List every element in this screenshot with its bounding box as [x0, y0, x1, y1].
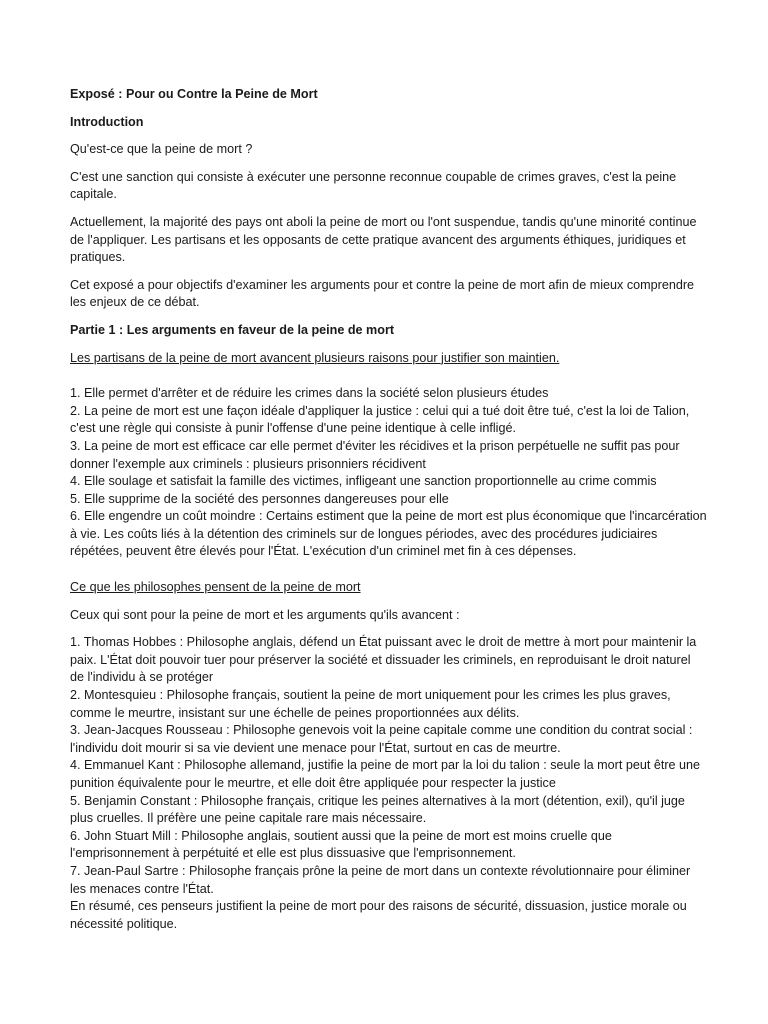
list-item: 6. Elle engendre un coût moindre : Certains estiment que la peine de mort est plus économique que l'incarcération à vie. Les coûts liés à la détention des criminels sur de longues périodes, avec des procédures judiciaires répétées, peuvent être élevés pour l'État. L'exécution d'un criminel met fin à ces dépenses.: [70, 509, 707, 559]
list-item: 4. Emmanuel Kant : Philosophe allemand, justifie la peine de mort par la loi du talion : seule la mort peut être une punition équivalente pour le meurtre, et elle doit être appliquée pour respecter la justice: [70, 758, 701, 790]
intro-question: Qu'est-ce que la peine de mort ?: [70, 142, 253, 157]
philosophers-heading: Ce que les philosophes pensent de la peine de mort: [70, 580, 361, 595]
intro-paragraph-3: Cet exposé a pour objectifs d'examiner les arguments pour et contre la peine de mort afin de mieux comprendre les enjeux de ce débat.: [70, 277, 695, 310]
philosophers-intro: Ceux qui sont pour la peine de mort et les arguments qu'ils avancent :: [70, 607, 460, 622]
list-item: 5. Elle supprime de la société des personnes dangereuses pour elle: [70, 491, 449, 506]
document-title: Exposé : Pour ou Contre la Peine de Mort: [70, 87, 318, 101]
list-item: 1. Thomas Hobbes : Philosophe anglais, défend un État puissant avec le droit de mettre à mort pour maintenir la paix. L'État doit pouvoir tuer pour préserver la société et dissuader les criminels, en reproduisant le droit naturel de l'individu à se protéger: [70, 635, 697, 685]
part1-subheading: Les partisans de la peine de mort avancent plusieurs raisons pour justifier son maintien.: [70, 350, 560, 365]
philosophers-list: [70, 634, 708, 933]
list-item: 3. Jean-Jacques Rousseau : Philosophe genevois voit la peine capitale comme une condition du contrat social : l'individu doit mourir si sa vie devient une menace pour l'État, surtout en cas de meurtre.: [70, 723, 693, 755]
list-item: 1. Elle permet d'arrêter et de réduire les crimes dans la société selon plusieurs études: [70, 386, 549, 401]
list-item: 5. Benjamin Constant : Philosophe français, critique les peines alternatives à la mort (détention, exil), qu'il juge plus cruelles. Il préfère une peine capitale rare mais nécessaire.: [70, 793, 685, 826]
list-item: 3. La peine de mort est efficace car elle permet d'éviter les récidives et la prison perpétuelle ne suffit pas pour donner l'exemple aux criminels : plusieurs prisonniers récidivent: [70, 438, 680, 471]
intro-heading: Introduction: [70, 114, 144, 129]
list-item: 2. La peine de mort est une façon idéale d'appliquer la justice : celui qui a tué doit être tué, c'est la loi de Talion, c'est une règle qui consiste à punir l'offense d'une peine identique à celle infligé.: [70, 403, 690, 436]
intro-paragraph-2: Actuellement, la majorité des pays ont aboli la peine de mort ou l'ont suspendue, tandis qu'une minorité continue de l'appliquer. Les partisans et les opposants de cette pratique avancent des arguments éthiques, juridiques et pratiques.: [70, 214, 697, 265]
intro-paragraph-1: C'est une sanction qui consiste à exécuter une personne reconnue coupable de crimes graves, c'est la peine capitale.: [70, 169, 677, 202]
philosophers-summary: En résumé, ces penseurs justifient la peine de mort pour des raisons de sécurité, dissuasion, justice morale ou nécessité politique.: [70, 899, 687, 931]
list-item: 2. Montesquieu : Philosophe français, soutient la peine de mort uniquement pour les crimes les plus graves, comme le meurtre, insistant sur une échelle de peines proportionnées aux délits.: [70, 688, 671, 720]
part1-heading: Partie 1 : Les arguments en faveur de la peine de mort: [70, 322, 395, 337]
list-item: 6. John Stuart Mill : Philosophe anglais, soutient aussi que la peine de mort est moins cruelle que l'emprisonnement à perpétuité et elle est plus dissuasive que l'emprisonnement.: [70, 828, 612, 861]
part1-argument-list: [70, 385, 708, 561]
list-item: 7. Jean-Paul Sartre : Philosophe français prône la peine de mort dans un contexte révolutionnaire pour éliminer les menaces contre l'État.: [70, 863, 691, 896]
list-item: 4. Elle soulage et satisfait la famille des victimes, infligeant une sanction proportionnelle au crime commis: [70, 474, 657, 489]
